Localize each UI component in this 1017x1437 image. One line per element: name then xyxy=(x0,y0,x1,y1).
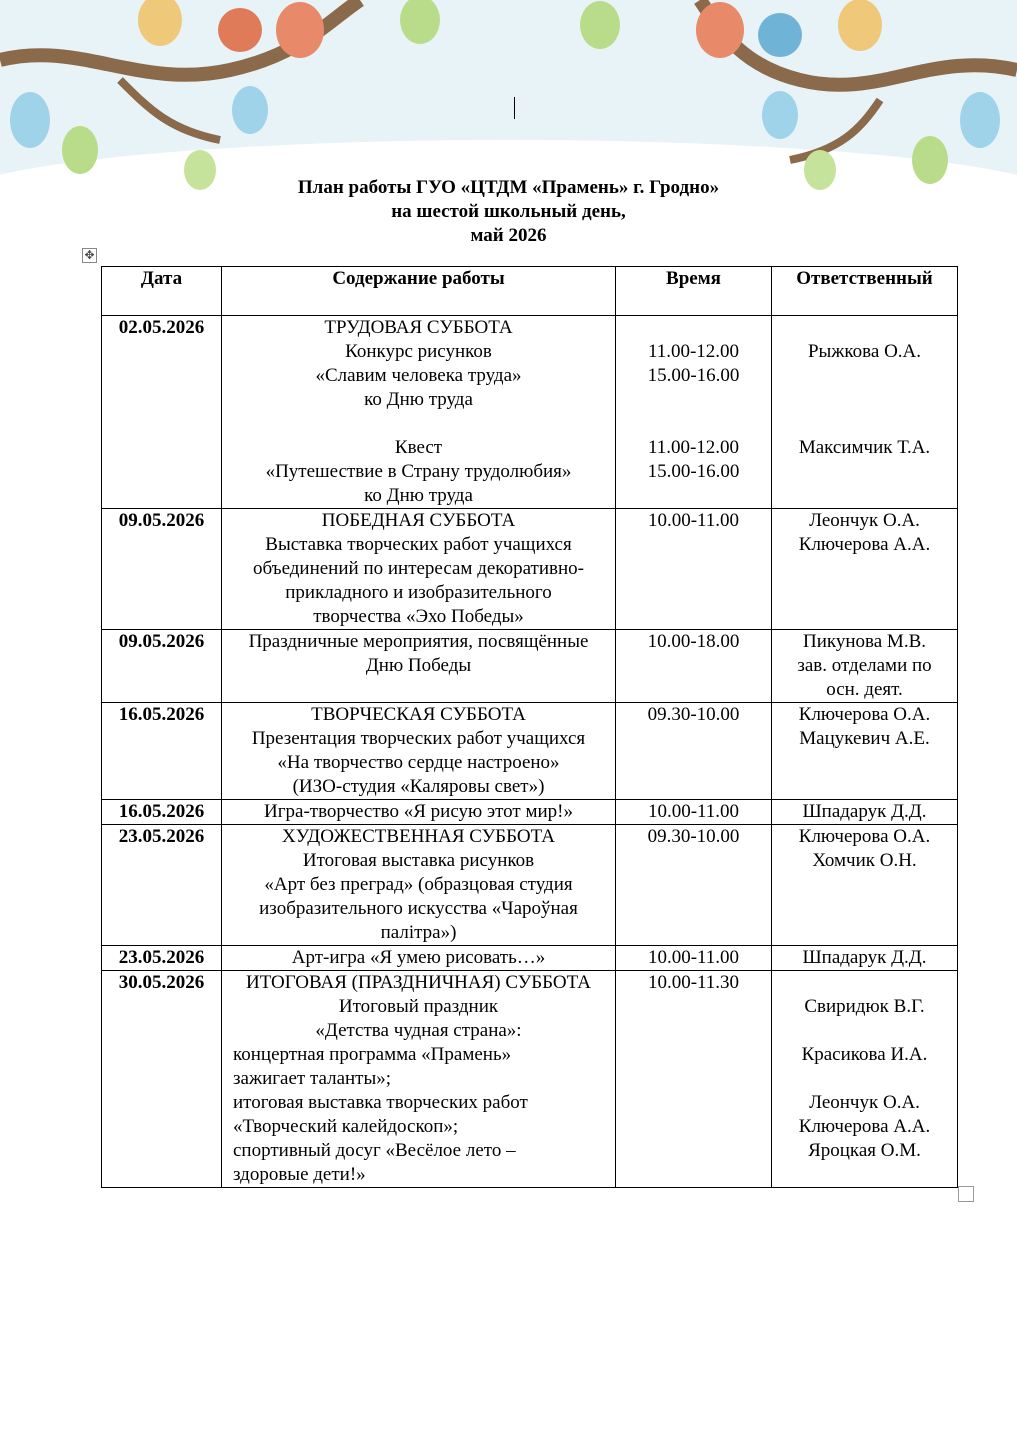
table-row xyxy=(102,971,958,1188)
document-title xyxy=(0,176,1017,248)
row-content xyxy=(222,703,616,800)
row-responsible xyxy=(772,800,958,825)
time-line: 15.00-16.00 xyxy=(647,365,740,386)
responsible-line: Свиридюк В.Г. xyxy=(804,996,925,1017)
time-line xyxy=(619,316,768,340)
content-line: «На творчество сердце настроено» xyxy=(277,752,560,773)
row-date: 09.05.2026 xyxy=(102,630,222,703)
content-line: изобразительного искусства «Чароўная xyxy=(259,898,578,919)
row-content xyxy=(222,825,616,946)
responsible-line: Пикунова М.В. xyxy=(803,631,926,652)
content-line: ТРУДОВАЯ СУББОТА xyxy=(324,317,513,338)
row-responsible xyxy=(772,971,958,1188)
time-line: 11.00-12.00 xyxy=(647,437,740,458)
responsible-line xyxy=(775,1067,954,1091)
content-line: ТВОРЧЕСКАЯ СУББОТА xyxy=(311,704,526,725)
content-line: прикладного и изобразительного xyxy=(285,582,552,603)
content-line: творчества «Эхо Победы» xyxy=(313,606,524,627)
responsible-line xyxy=(775,1019,954,1043)
time-line: 15.00-16.00 xyxy=(647,461,740,482)
row-responsible xyxy=(772,509,958,630)
content-line: здоровые дети!» xyxy=(233,1164,366,1185)
table-row xyxy=(102,825,958,946)
row-time xyxy=(616,509,772,630)
responsible-line xyxy=(775,364,954,388)
table-row xyxy=(102,946,958,971)
row-content xyxy=(222,316,616,509)
row-time xyxy=(616,946,772,971)
time-line: 10.00-11.30 xyxy=(647,972,740,993)
row-date: 23.05.2026 xyxy=(102,946,222,971)
time-line: 09.30-10.00 xyxy=(647,704,740,725)
responsible-line: Рыжкова О.А. xyxy=(807,341,922,362)
table-row xyxy=(102,703,958,800)
responsible-line: Максимчик Т.А. xyxy=(798,437,931,458)
content-line: «Арт без преград» (образцовая студия xyxy=(264,874,573,895)
responsible-line: зав. отделами по xyxy=(797,655,932,676)
content-line: (ИЗО-студия «Каляровы свет») xyxy=(292,776,545,797)
content-line: Выставка творческих работ учащихся xyxy=(265,534,572,555)
content-line: ко Дню труда xyxy=(364,389,473,410)
content-line: Конкурс рисунков xyxy=(345,341,492,362)
content-line: палітра») xyxy=(380,922,457,943)
row-responsible xyxy=(772,825,958,946)
table-row xyxy=(102,630,958,703)
table-resize-handle-icon[interactable] xyxy=(958,1186,974,1202)
content-line: Игра-творчество «Я рисую этот мир!» xyxy=(264,801,573,822)
title-line-1: План работы ГУО «ЦТДМ «Прамень» г. Гродно» xyxy=(297,177,720,198)
row-content xyxy=(222,971,616,1188)
row-date: 02.05.2026 xyxy=(102,316,222,509)
responsible-line: Леончук О.А. xyxy=(809,510,920,531)
content-line: ко Дню труда xyxy=(364,485,473,506)
content-line: зажигает таланты»; xyxy=(233,1068,392,1089)
content-line: Итоговая выставка рисунков xyxy=(302,850,535,871)
responsible-line: Леончук О.А. xyxy=(809,1092,920,1113)
content-line: Арт-игра «Я умею рисовать…» xyxy=(291,947,546,968)
responsible-line: осн. деят. xyxy=(826,679,903,700)
title-line-2: на шестой школьный день, xyxy=(391,201,626,222)
content-line: объединений по интересам декоративно- xyxy=(253,558,584,579)
responsible-line xyxy=(775,316,954,340)
content-line: спортивный досуг «Весёлое лето – xyxy=(233,1140,516,1161)
row-date: 16.05.2026 xyxy=(102,703,222,800)
decorative-banner xyxy=(0,0,1017,200)
content-line: Квест xyxy=(394,437,443,458)
text-cursor xyxy=(514,97,515,119)
responsible-line: Ключерова А.А. xyxy=(798,1116,931,1137)
responsible-line: Яроцкая О.М. xyxy=(808,1140,921,1161)
row-content xyxy=(222,630,616,703)
row-time xyxy=(616,825,772,946)
row-content xyxy=(222,509,616,630)
row-time xyxy=(616,630,772,703)
row-time xyxy=(616,316,772,509)
content-line: ИТОГОВАЯ (ПРАЗДНИЧНАЯ) СУББОТА xyxy=(245,972,592,993)
content-line: ПОБЕДНАЯ СУББОТА xyxy=(321,510,516,531)
responsible-line: Ключерова О.А. xyxy=(798,826,931,847)
time-line: 09.30-10.00 xyxy=(647,826,740,847)
responsible-line: Ключерова О.А. xyxy=(798,704,931,725)
responsible-line xyxy=(775,412,954,436)
content-line: концертная программа «Прамень» xyxy=(233,1044,512,1065)
row-content xyxy=(222,946,616,971)
row-time xyxy=(616,971,772,1188)
row-time xyxy=(616,703,772,800)
row-responsible xyxy=(772,316,958,509)
time-line xyxy=(619,412,768,436)
responsible-line: Шпадарук Д.Д. xyxy=(802,947,927,968)
row-date: 23.05.2026 xyxy=(102,825,222,946)
row-date: 09.05.2026 xyxy=(102,509,222,630)
time-line: 10.00-11.00 xyxy=(647,947,740,968)
content-line xyxy=(225,412,612,436)
header-content: Содержание работы xyxy=(222,267,616,316)
time-line: 10.00-18.00 xyxy=(647,631,740,652)
responsible-line: Хомчик О.Н. xyxy=(812,850,917,871)
table-header-row xyxy=(102,267,958,316)
row-responsible xyxy=(772,703,958,800)
time-line: 10.00-11.00 xyxy=(647,510,740,531)
time-line: 11.00-12.00 xyxy=(647,341,740,362)
table-move-handle-icon[interactable]: ✥ xyxy=(82,248,97,263)
responsible-line: Ключерова А.А. xyxy=(798,534,931,555)
row-content xyxy=(222,800,616,825)
content-line: «Творческий калейдоскоп»; xyxy=(233,1116,459,1137)
content-line: ХУДОЖЕСТВЕННАЯ СУББОТА xyxy=(282,826,555,847)
time-line xyxy=(619,388,768,412)
content-line: Дню Победы xyxy=(365,655,472,676)
responsible-line: Мацукевич А.Е. xyxy=(799,728,930,749)
content-line: Праздничные мероприятия, посвящённые xyxy=(248,631,589,652)
row-date: 16.05.2026 xyxy=(102,800,222,825)
content-line: «Славим человека труда» xyxy=(315,365,522,386)
row-responsible xyxy=(772,630,958,703)
responsible-line xyxy=(775,388,954,412)
row-date: 30.05.2026 xyxy=(102,971,222,1188)
schedule-table xyxy=(101,266,958,1188)
time-line: 10.00-11.00 xyxy=(647,801,740,822)
title-line-3: май 2026 xyxy=(470,225,547,246)
row-responsible xyxy=(772,946,958,971)
header-date: Дата xyxy=(102,267,222,316)
content-line: итоговая выставка творческих работ xyxy=(233,1092,528,1113)
content-line: «Путешествие в Страну трудолюбия» xyxy=(265,461,572,482)
content-line: Итоговый праздник xyxy=(338,996,499,1017)
header-time: Время xyxy=(616,267,772,316)
content-line: «Детства чудная страна»: xyxy=(315,1020,522,1041)
table-row xyxy=(102,800,958,825)
responsible-line: Красикова И.А. xyxy=(801,1044,928,1065)
header-responsible: Ответственный xyxy=(772,267,958,316)
responsible-line: Шпадарук Д.Д. xyxy=(802,801,927,822)
content-line: Презентация творческих работ учащихся xyxy=(251,728,586,749)
table-row xyxy=(102,316,958,509)
table-row xyxy=(102,509,958,630)
row-time xyxy=(616,800,772,825)
responsible-line xyxy=(775,971,954,995)
